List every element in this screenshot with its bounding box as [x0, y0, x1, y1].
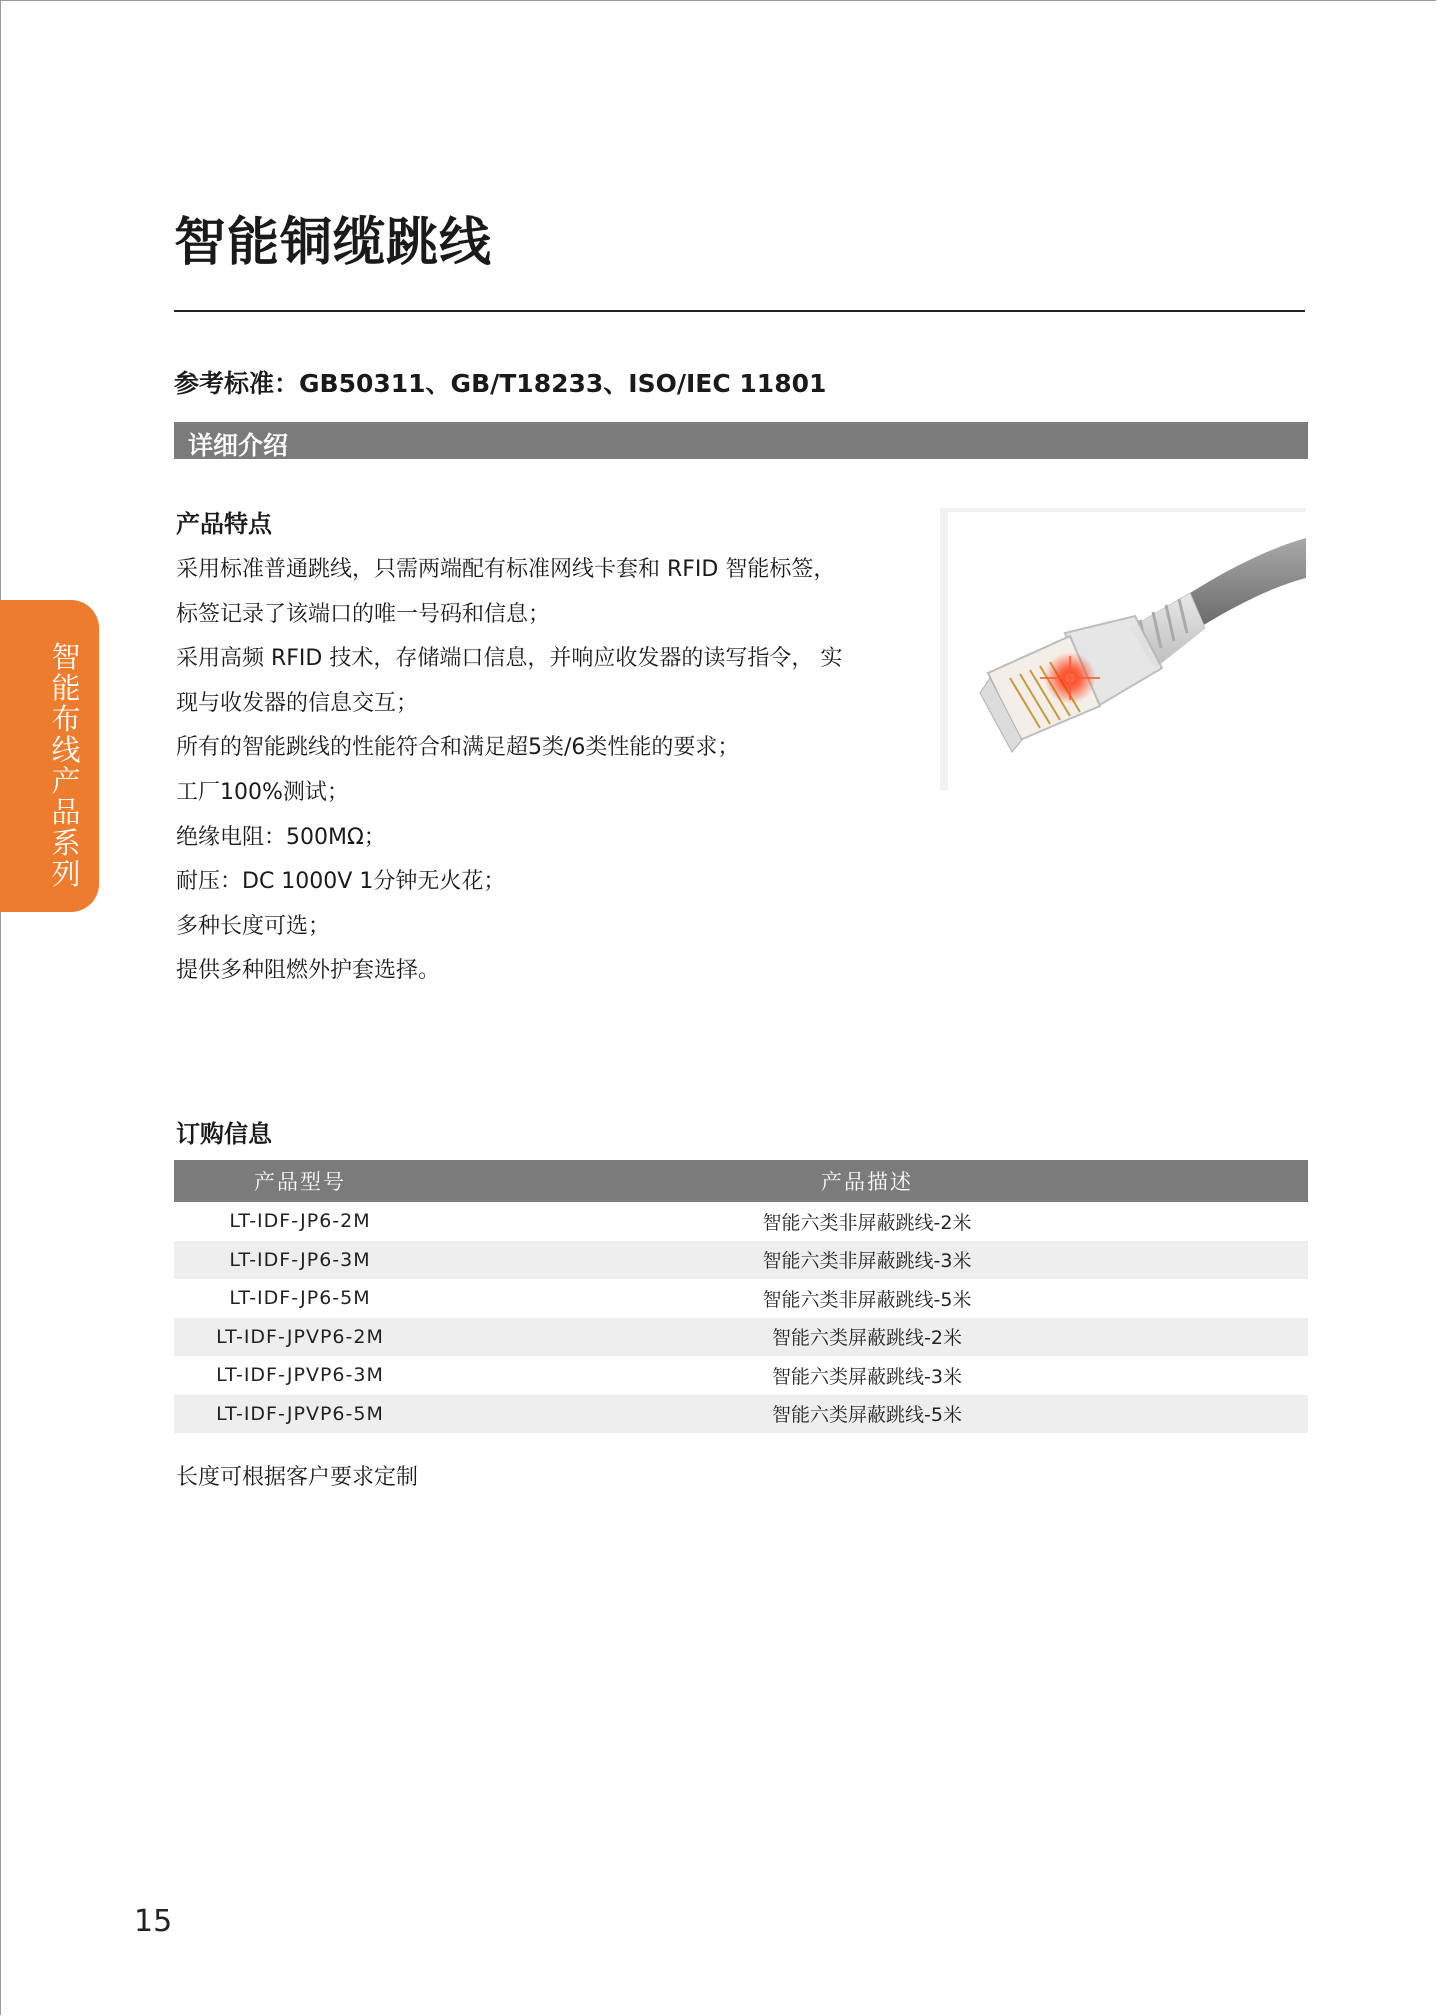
features-title: 产品特点 — [176, 510, 272, 538]
table-row — [174, 1318, 1308, 1357]
section-header-bar — [174, 422, 1308, 459]
table-header-row — [174, 1160, 1308, 1202]
table-row — [174, 1241, 1308, 1280]
cell-description: 智能六类非屏蔽跳线-2米 — [762, 1211, 972, 1234]
cell-model: LT-IDF-JPVP6-5M — [174, 1395, 426, 1434]
feature-line: 工厂100%测试； — [176, 779, 349, 805]
feature-line: 采用高频 RFID 技术，存储端口信息，并响应收发器的读写指令， 实 — [176, 646, 843, 672]
title-divider — [174, 310, 1305, 312]
table-row — [174, 1202, 1308, 1241]
order-table — [174, 1160, 1308, 1433]
patch-cable-illustration — [940, 508, 1306, 790]
feature-line: 多种长度可选； — [176, 913, 331, 939]
table-row — [174, 1395, 1308, 1434]
reference-standard: 参考标准：GB50311、GB/T18233、ISO/IEC 11801 — [174, 369, 827, 398]
feature-line: 现与收发器的信息交互； — [176, 690, 419, 716]
cell-model: LT-IDF-JP6-3M — [174, 1241, 426, 1280]
header-model: 产品型号 — [174, 1160, 426, 1202]
cell-model: LT-IDF-JP6-2M — [229, 1210, 371, 1233]
feature-line: 耐压：DC 1000V 1分钟无火花； — [176, 869, 506, 895]
product-photo — [940, 508, 1306, 790]
cell-description: 智能六类屏蔽跳线-5米 — [426, 1395, 1308, 1434]
feature-line: 绝缘电阻：500MΩ； — [176, 824, 386, 850]
page-title: 智能铜缆跳线 — [174, 213, 493, 273]
side-category-tab — [0, 600, 99, 912]
table-row — [174, 1279, 1308, 1318]
order-info-title: 订购信息 — [176, 1120, 272, 1148]
page-number: 15 — [134, 1904, 173, 1939]
cell-model: LT-IDF-JP6-5M — [229, 1287, 371, 1310]
feature-line: 标签记录了该端口的唯一号码和信息； — [176, 601, 551, 627]
feature-line: 提供多种阻燃外护套选择。 — [176, 958, 441, 984]
section-header-label: 详细介绍 — [188, 431, 289, 460]
cell-description: 智能六类屏蔽跳线-2米 — [426, 1318, 1308, 1357]
features-list — [176, 548, 856, 994]
cell-model: LT-IDF-JPVP6-3M — [216, 1364, 384, 1387]
cell-description: 智能六类非屏蔽跳线-3米 — [426, 1241, 1308, 1280]
header-description: 产品描述 — [426, 1160, 1308, 1202]
cell-description: 智能六类屏蔽跳线-3米 — [772, 1365, 962, 1388]
length-note: 长度可根据客户要求定制 — [176, 1465, 419, 1490]
feature-line: 采用标准普通跳线，只需两端配有标准网线卡套和 RFID 智能标签， — [176, 557, 836, 582]
cell-model: LT-IDF-JPVP6-2M — [174, 1318, 426, 1357]
cell-description: 智能六类非屏蔽跳线-5米 — [762, 1288, 972, 1311]
side-category-label: 智能布线产品系列 — [51, 640, 81, 891]
table-row — [174, 1356, 1308, 1395]
feature-line: 所有的智能跳线的性能符合和满足超5类/6类性能的要求； — [176, 735, 740, 761]
